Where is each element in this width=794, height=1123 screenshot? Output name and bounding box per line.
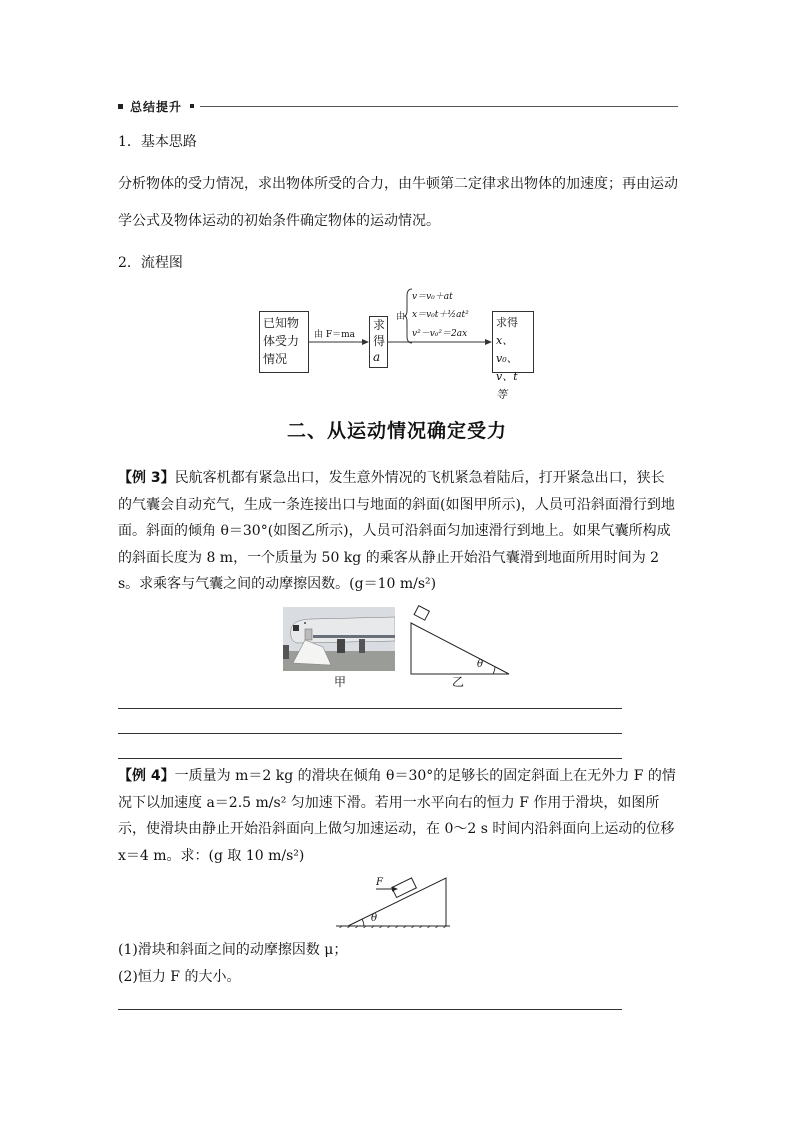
- airplane-photo: [283, 607, 395, 671]
- flow-box-line: x、v₀、: [496, 334, 518, 365]
- angle-label: θ: [477, 659, 484, 670]
- incline-figure: [405, 603, 513, 675]
- flow-box-known-force: [259, 311, 309, 373]
- answer-line: [118, 708, 622, 709]
- figure-label: 甲: [334, 675, 347, 689]
- force-label: F: [376, 877, 383, 888]
- flow-arrow-prefix: 由: [396, 312, 406, 322]
- flow-box-line: 体受力: [263, 334, 300, 348]
- example-4: [118, 763, 678, 869]
- example-label: 【例 4】: [118, 768, 175, 784]
- example-label: 【例 3】: [118, 470, 175, 486]
- section-title: 总结提升: [130, 100, 183, 114]
- question-1: (1)滑块和斜面之间的动摩擦因数 μ；: [118, 942, 348, 958]
- answer-line: [118, 758, 622, 759]
- figure-label: 乙: [452, 675, 465, 689]
- section-header: [118, 98, 678, 114]
- flow-arrow-label: 由 F＝ma: [314, 330, 356, 340]
- item2-title: 2．流程图: [118, 255, 183, 271]
- paragraph-line: 分析物体的受力情况，求出物体所受的合力，由牛顿第二定律求出物体的加速度；再由运动: [118, 176, 678, 192]
- example-text: 民航客机都有紧急出口，发生意外情况的飞机紧急着陆后，打开紧急出口，狭长的气囊会自动充气，生成一条连接出口与地面的斜面(如图甲所示)，人员可沿斜面滑行到地面。斜面的倾角 θ＝30°(如图乙所示)，人员可沿斜面匀加速滑行到地上。如果气囊所构成的斜面长度为 8 m，一个质量为 50 kg 的乘客从静止开始沿气囊滑到地面所用时间为 2 s。求乘客与气囊之间的动摩擦因数。(g＝10 m/s²): [118, 470, 675, 592]
- equation: v＝v₀＋at: [412, 292, 453, 302]
- item1-title: 1．基本思路: [118, 134, 197, 150]
- equation: x＝v₀t＋½at²: [412, 310, 469, 320]
- flow-box-line: v、t 等: [496, 370, 518, 401]
- flow-box-line: 求得: [496, 316, 518, 329]
- answer-line: [118, 733, 622, 734]
- flow-box-line: a: [373, 350, 381, 364]
- angle-label: θ: [371, 913, 378, 924]
- paragraph-line: 学公式及物体运动的初始条件确定物体的运动情况。: [118, 213, 440, 229]
- section-heading: 二、从运动情况确定受力: [286, 420, 507, 442]
- flow-box-find-a: [369, 316, 388, 368]
- flow-box-line: 情况: [263, 352, 288, 366]
- question-2: (2)恒力 F 的大小。: [118, 969, 241, 985]
- example-3: [118, 465, 678, 598]
- example-text: 一质量为 m＝2 kg 的滑块在倾角 θ＝30°的足够长的固定斜面上在无外力 F 的情况下以加速度 a＝2.5 m/s² 匀加速下滑。若用一水平向右的恒力 F 作用于滑块，如图所示，使滑块由静止开始沿斜面向上做匀加速运动，在 0～2 s 时间内沿斜面向上运动的位移 x＝4 m。求：(g 取 10 m/s²): [118, 768, 676, 864]
- equation: v²－v₀²＝2ax: [412, 329, 468, 339]
- slider-block: [414, 606, 429, 620]
- answer-line: [118, 1009, 622, 1010]
- incline-force-figure: [334, 872, 452, 928]
- flow-box-line: 求: [373, 318, 386, 332]
- bullet-marker: [118, 104, 123, 109]
- divider: [200, 106, 678, 107]
- bullet-marker: [190, 104, 194, 108]
- flow-box-line: 得: [373, 334, 386, 348]
- flow-box-line: 已知物: [263, 316, 300, 330]
- flow-box-result: [492, 311, 534, 401]
